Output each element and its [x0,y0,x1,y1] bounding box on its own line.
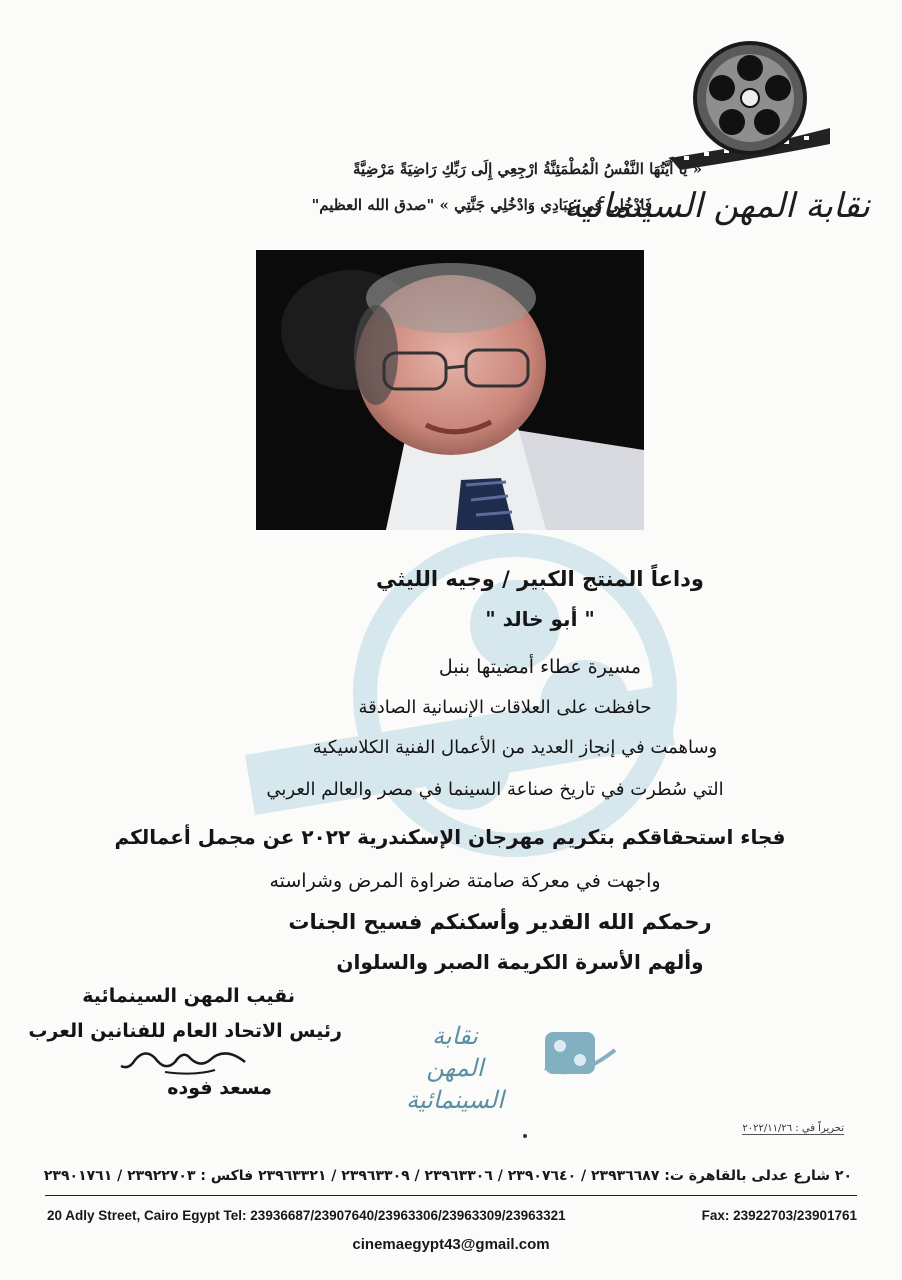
body-line: واجهت في معركة صامتة ضراوة المرض وشراسته [269,870,661,892]
footer-divider [45,1195,857,1196]
address-tel: 20 Adly Street, Cairo Egypt Tel: 23936687/23907640/23963306/23963309/23963321 [47,1208,566,1223]
body-line: فجاء استحقاقكم بتكريم مهرجان الإسكندرية ٢٠٢٢ عن مجمل أعمالكم [114,825,786,849]
body-line: مسيرة عطاء أمضيتها بنبل [438,656,642,678]
signatory-title-2: رئيس الاتحاد العام للفنانين العرب [28,1020,342,1042]
farewell-heading: وداعاً المنتج الكبير / وجيه الليثي [376,567,704,591]
address-arabic: ٢٠ شارع عدلى بالقاهرة ت: ٢٣٩٣٦٦٨٧ / ٢٣٩٠٧٦٤٠ / ٢٣٩٦٣٣٠٦ / ٢٣٩٦٣٣٠٩ / ٢٣٩٦٣٣٢١ فاكس : ٢٣٩٢٢٧٠٣ / ٢٣٩٠١٧٦١ [43,1168,852,1184]
dot-mark [523,1134,527,1138]
film-reel-logo-icon [670,40,830,170]
organization-name: نقابة المهن السينمائية [564,186,870,226]
body-line: وألهم الأسرة الكريمة الصبر والسلوان [336,950,704,974]
quran-verse-line-1: « يَا أَيَّتُهَا النَّفْسُ الْمُطْمَئِنَّةُ ارْجِعِي إِلَى رَبِّكِ رَاضِيَةً مَرْضِيَّةً [353,160,702,178]
body-line: التي سُطرت في تاريخ صناعة السينما في مصر والعالم العربي [266,779,724,800]
address-fax: Fax: 23922703/23901761 [701,1208,857,1223]
signatory-name: مسعد فوده [167,1077,272,1099]
nickname: " أبو خالد " [485,607,595,631]
contact-email[interactable]: cinemaegypt43@gmail.com [352,1236,550,1253]
handwritten-signature [115,1040,250,1080]
body-line: وساهمت في إنجاز العديد من الأعمال الفنية الكلاسيكية [312,737,718,758]
stamp-text: نقابة المهن السينمائية [406,1022,504,1114]
quran-verse-line-2: فَادْخُلِي فِي عِبَادِي وَادْخُلِي جَنَّتِي » "صدق الله العظيم" [311,196,652,214]
body-line: حافظت على العلاقات الإنسانية الصادقة [358,697,652,718]
portrait-photo [256,250,644,530]
address-english [47,1208,857,1223]
document-date: تحريراً في : ٢٠٢٢/١١/٢٦ [742,1123,844,1134]
signatory-title: نقيب المهن السينمائية [82,985,295,1007]
body-line: رحمكم الله القدير وأسكنكم فسيح الجنات [288,910,712,934]
